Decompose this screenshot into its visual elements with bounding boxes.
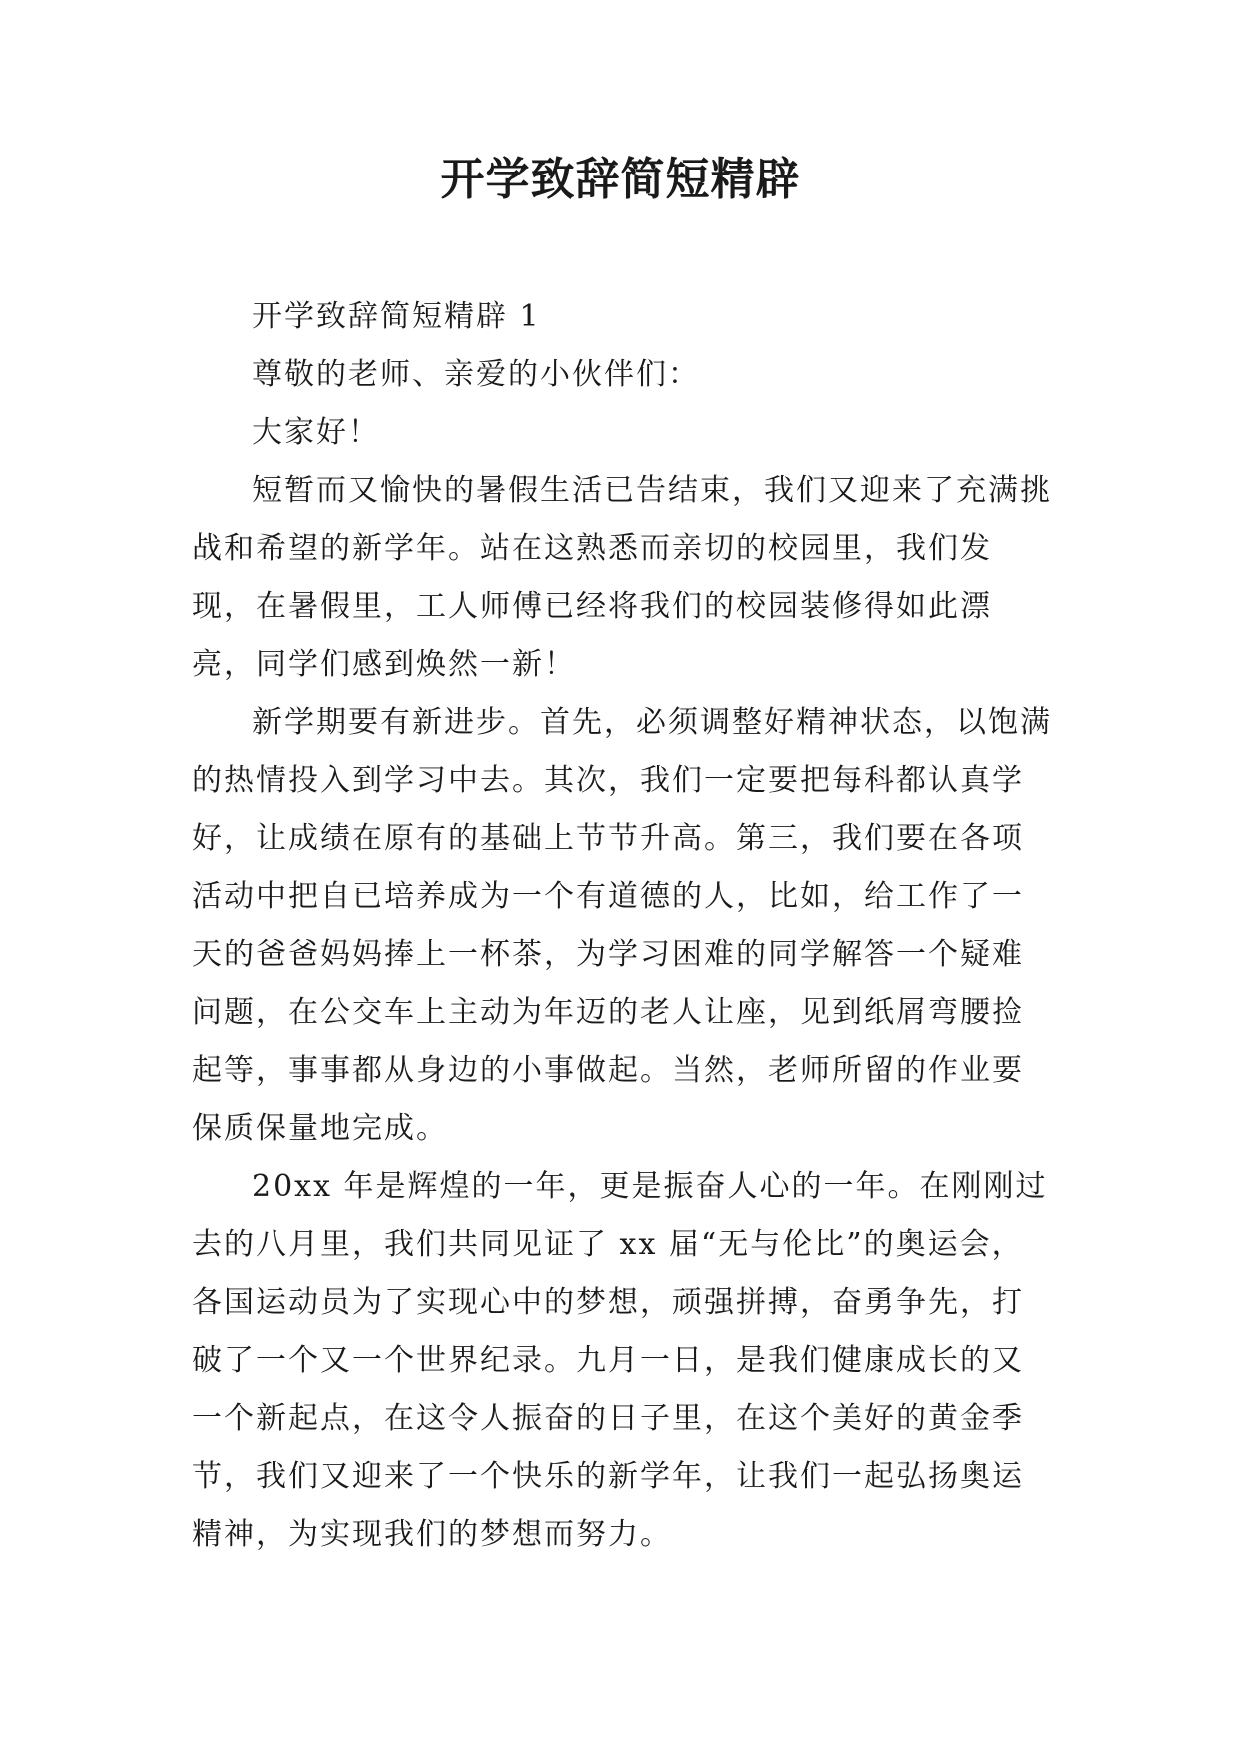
paragraph: 20xx 年是辉煌的一年，更是振奋人心的一年。在刚刚过去的八月里，我们共同见证了 xx 届“无与伦比”的奥运会，各国运动员为了实现心中的梦想，顽强拼搏，奋勇争先，打破了一个又一个世界纪录。九月一日，是我们健康成长的又一个新起点，在这令人振奋的日子里，在这个美好的黄金季节，我们又迎来了一个快乐的新学年，让我们一起弘扬奥运精神，为实现我们的梦想而努力。: [192, 1169, 1048, 1552]
document-title: 开学致辞简短精辟: [440, 154, 801, 205]
section-heading: 开学致辞简短精辟 1: [252, 299, 541, 334]
paragraph: 新学期要有新进步。首先，必须调整好精神状态，以饱满的热情投入到学习中去。其次，我们一定要把每科都认真学好，让成绩在原有的基础上节节升高。第三，我们要在各项活动中把自已培养成为一个有道德的人，比如，给工作了一天的爸爸妈妈捧上一杯茶，为学习困难的同学解答一个疑难问题，在公交车上主动为年迈的老人让座，见到纸屑弯腰捡起等，事事都从身边的小事做起。当然，老师所留的作业要保质保量地完成。: [192, 705, 1052, 1146]
salutation: 尊敬的老师、亲爱的小伙伴们：: [252, 357, 700, 392]
greeting: 大家好！: [252, 415, 380, 450]
document-body: [192, 288, 1052, 1564]
paragraph: 短暂而又愉快的暑假生活已告结束，我们又迎来了充满挑战和希望的新学年。站在这熟悉而亲切的校园里，我们发现，在暑假里，工人师傅已经将我们的校园装修得如此漂亮，同学们感到焕然一新！: [192, 473, 1052, 682]
